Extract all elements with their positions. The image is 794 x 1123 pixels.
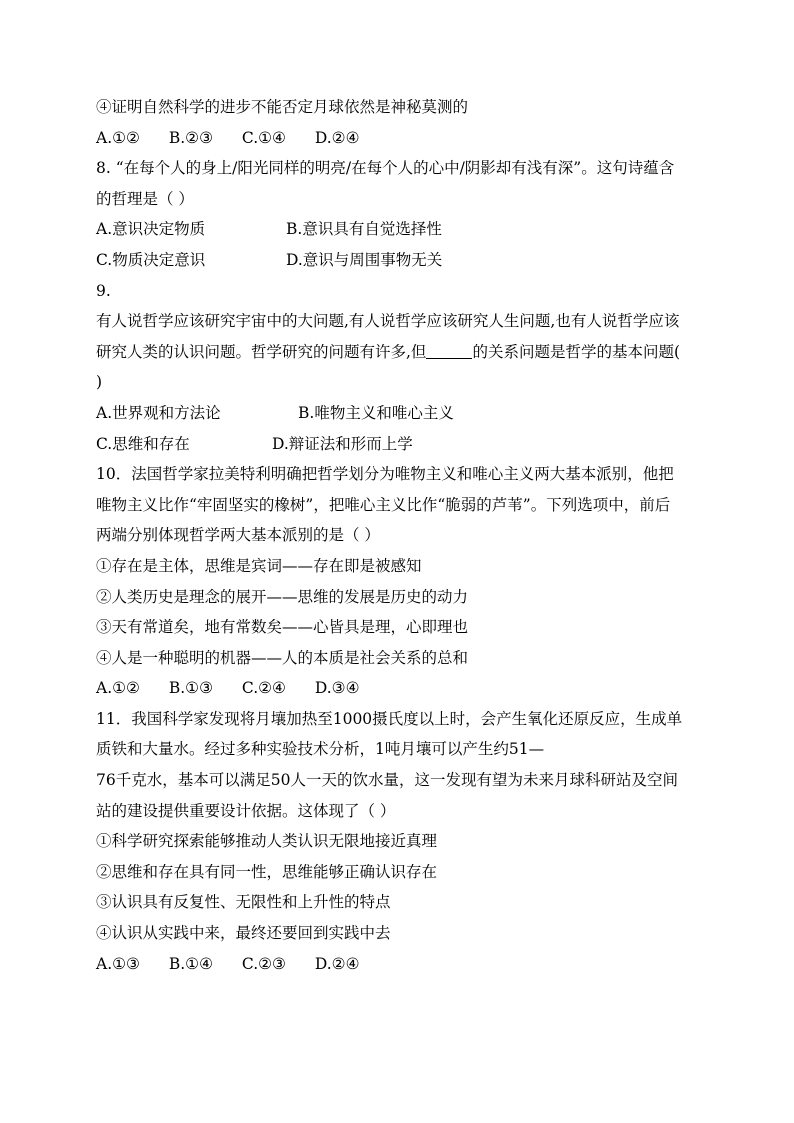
q9-options-row-2 xyxy=(96,429,706,460)
exam-page xyxy=(96,92,706,979)
q10-statement-3: ③天有常道矣，地有常数矣——心皆具是理，心即理也 xyxy=(96,618,469,637)
q9-option-a: A.世界观和方法论 xyxy=(96,403,221,422)
q9-number: 9. xyxy=(96,281,111,300)
q11-option-d: D.②④ xyxy=(314,954,360,973)
q10-statement-1: ①存在是主体，思维是宾词——存在即是被感知 xyxy=(96,556,422,575)
q11-statement-3: ③认识具有反复性、无限性和上升性的特点 xyxy=(96,893,391,912)
q9-stem-line-2 xyxy=(96,337,706,368)
q7-options xyxy=(96,123,706,154)
q8-option-c: C.物质决定意识 xyxy=(96,250,206,269)
q8-stem-line-2: 的哲理是（ ） xyxy=(96,189,194,208)
q8-options-row-1 xyxy=(96,214,706,245)
q7-option-a: A.①② xyxy=(96,128,140,147)
q11-statement-4: ④认识从实践中来，最终还要回到实践中去 xyxy=(96,924,391,943)
q10-statement-4: ④人是一种聪明的机器——人的本质是社会关系的总和 xyxy=(96,648,469,667)
q11-stem-line-4: 站的建设提供重要设计依据。这体现了（ ） xyxy=(96,801,396,820)
q9-stem-line-2-post: 的关系问题是哲学的基本问题( xyxy=(472,342,680,361)
q11-option-a: A.①③ xyxy=(96,954,140,973)
q10-stem-line-3: 两端分别体现哲学两大基本派别的是（ ） xyxy=(96,526,380,545)
q8-option-b: B.意识具有自觉选择性 xyxy=(286,220,442,239)
q9-option-b: B.唯物主义和唯心主义 xyxy=(298,403,454,422)
q10-statement-2: ②人类历史是理念的展开——思维的发展是历史的动力 xyxy=(96,587,469,606)
q10-stem-line-1: 10．法国哲学家拉美特利明确把哲学划分为唯物主义和唯心主义两大基本派别，他把 xyxy=(96,465,674,484)
q9-stem-line-3: ) xyxy=(96,373,103,392)
q7-option-c: C.①④ xyxy=(241,128,286,147)
q10-option-d: D.③④ xyxy=(314,679,360,698)
q7-statement-4: ④证明自然科学的进步不能否定月球依然是神秘莫测的 xyxy=(96,98,469,116)
q10-option-a: A.①② xyxy=(96,679,140,698)
q8-options-row-2 xyxy=(96,245,706,276)
q10-options xyxy=(96,673,706,704)
q9-options-row-1 xyxy=(96,398,706,429)
q8-option-d: D.意识与周围事物无关 xyxy=(286,250,443,269)
q11-options xyxy=(96,949,706,980)
q10-option-b: B.①③ xyxy=(168,679,213,698)
q11-statement-2: ②思维和存在具有同一性，思维能够正确认识存在 xyxy=(96,862,438,881)
q11-option-b: B.①④ xyxy=(168,954,213,973)
q9-option-d: D.辩证法和形而上学 xyxy=(272,434,413,453)
q9-stem-line-1: 有人说哲学应该研究宇宙中的大问题,有人说哲学应该研究人生问题,也有人说哲学应该 xyxy=(96,312,680,331)
q11-option-c: C.②③ xyxy=(241,954,286,973)
answer-blank xyxy=(426,342,472,359)
q11-statement-1: ①科学研究探索能够推动人类认识无限地接近真理 xyxy=(96,832,438,851)
q10-stem-line-2: 唯物主义比作“牢固坚实的橡树”，把唯心主义比作“脆弱的芦苇”。下列选项中，前后 xyxy=(96,495,671,514)
q11-stem-line-2: 质铁和大量水。经过多种实验技术分析，1吨月壤可以产生约51— xyxy=(96,740,545,759)
q7-option-d: D.②④ xyxy=(314,128,360,147)
q9-option-c: C.思维和存在 xyxy=(96,434,190,453)
q8-option-a: A.意识决定物质 xyxy=(96,220,206,239)
q8-stem-line-1: 8. “在每个人的身上/阳光同样的明亮/在每个人的心中/阴影却有浅有深”。这句诗蕴含 xyxy=(96,159,675,178)
q11-stem-line-3: 76千克水，基本可以满足50人一天的饮水量，这一发现有望为未来月球科研站及空间 xyxy=(96,771,678,790)
q9-stem-line-2-pre: 研究人类的认识问题。哲学研究的问题有许多,但 xyxy=(96,342,427,361)
q11-stem-line-1: 11．我国科学家发现将月壤加热至1000摄氏度以上时，会产生氧化还原反应，生成单 xyxy=(96,709,683,728)
q7-option-b: B.②③ xyxy=(168,128,213,147)
q10-option-c: C.②④ xyxy=(241,679,286,698)
